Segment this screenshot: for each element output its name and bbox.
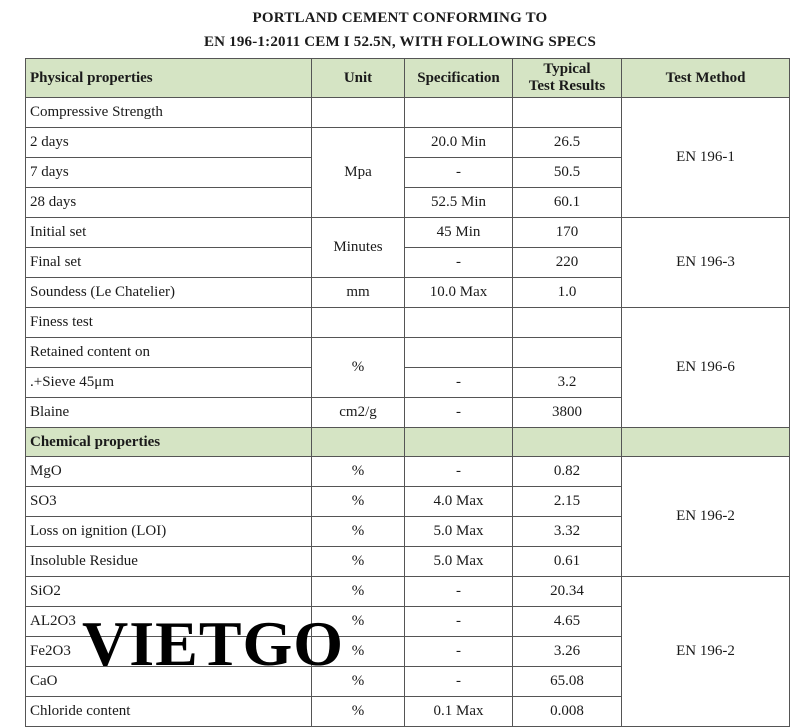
empty-cell: [513, 308, 622, 338]
empty-cell: [405, 98, 513, 128]
section-header-row: [26, 428, 790, 457]
spec-cell: 20.0 Min: [405, 128, 513, 158]
header-test-method: Test Method: [622, 59, 790, 98]
result-cell: 220: [513, 248, 622, 278]
result-cell: 4.65: [513, 607, 622, 637]
result-cell: 170: [513, 218, 622, 248]
unit-cell: %: [312, 547, 405, 577]
row-label: 7 days: [26, 158, 312, 188]
table-row: [26, 457, 790, 487]
spec-cell: 52.5 Min: [405, 188, 513, 218]
row-label: .+Sieve 45μm: [26, 368, 312, 398]
row-label: Finess test: [26, 308, 312, 338]
spec-cell: -: [405, 158, 513, 188]
table-row: [26, 577, 790, 607]
row-label: 28 days: [26, 188, 312, 218]
empty-cell: [405, 308, 513, 338]
result-cell: 0.82: [513, 457, 622, 487]
result-cell: 50.5: [513, 158, 622, 188]
row-label: Soundess (Le Chatelier): [26, 278, 312, 308]
empty-cell: [312, 98, 405, 128]
document-title-line-2: EN 196-1:2011 CEM I 52.5N, WITH FOLLOWING SPECS: [203, 34, 597, 50]
unit-cell: Mpa: [312, 128, 405, 218]
spec-cell: -: [405, 398, 513, 428]
row-label: Chloride content: [26, 697, 312, 727]
table-row: [26, 98, 790, 128]
unit-cell: %: [312, 577, 405, 607]
spec-cell: 4.0 Max: [405, 487, 513, 517]
spec-cell: 0.1 Max: [405, 697, 513, 727]
spec-cell: -: [405, 667, 513, 697]
row-label: Blaine: [26, 398, 312, 428]
spec-cell: -: [405, 637, 513, 667]
row-label: Fe2O3: [26, 637, 312, 667]
result-cell: 0.008: [513, 697, 622, 727]
header-physical-properties: Physical properties: [26, 59, 312, 98]
row-label: Final set: [26, 248, 312, 278]
header-typical-results: [513, 59, 622, 98]
result-cell: 3.32: [513, 517, 622, 547]
result-cell: 1.0: [513, 278, 622, 308]
empty-cell: [513, 98, 622, 128]
empty-cell: [513, 428, 622, 457]
table-row: [26, 308, 790, 338]
empty-cell: [405, 428, 513, 457]
spec-cell: 45 Min: [405, 218, 513, 248]
unit-cell: Minutes: [312, 218, 405, 278]
result-cell: 2.15: [513, 487, 622, 517]
spec-cell: -: [405, 457, 513, 487]
unit-cell: mm: [312, 278, 405, 308]
result-cell: 3800: [513, 398, 622, 428]
table-row: [26, 218, 790, 248]
row-label: Retained content on: [26, 338, 312, 368]
spec-cell: -: [405, 577, 513, 607]
test-method-cell: EN 196-1: [622, 98, 790, 218]
result-cell: 60.1: [513, 188, 622, 218]
row-label: Compressive Strength: [26, 98, 312, 128]
empty-cell: [405, 338, 513, 368]
header-unit: Unit: [312, 59, 405, 98]
unit-cell: %: [312, 697, 405, 727]
document-title-line-1: PORTLAND CEMENT CONFORMING TO: [252, 10, 548, 26]
chemical-rows: [26, 457, 790, 727]
header-typical-text: Typical Test Results: [528, 61, 606, 94]
unit-cell: %: [312, 667, 405, 697]
spec-cell: 5.0 Max: [405, 547, 513, 577]
test-method-cell: EN 196-2: [622, 577, 790, 727]
row-label: AL2O3: [26, 607, 312, 637]
unit-cell: %: [312, 637, 405, 667]
result-cell: 3.26: [513, 637, 622, 667]
row-label: Insoluble Residue: [26, 547, 312, 577]
unit-cell: %: [312, 457, 405, 487]
spec-cell: -: [405, 607, 513, 637]
unit-cell: cm2/g: [312, 398, 405, 428]
result-cell: 0.61: [513, 547, 622, 577]
result-cell: 65.08: [513, 667, 622, 697]
unit-cell: %: [312, 487, 405, 517]
spec-cell: -: [405, 248, 513, 278]
test-method-cell: EN 196-3: [622, 218, 790, 308]
spec-cell: -: [405, 368, 513, 398]
result-cell: 20.34: [513, 577, 622, 607]
spec-cell: 10.0 Max: [405, 278, 513, 308]
unit-cell: %: [312, 517, 405, 547]
test-method-cell: EN 196-2: [622, 457, 790, 577]
row-label: SO3: [26, 487, 312, 517]
row-label: Loss on ignition (LOI): [26, 517, 312, 547]
row-label: MgO: [26, 457, 312, 487]
header-specification: Specification: [405, 59, 513, 98]
result-cell: 26.5: [513, 128, 622, 158]
empty-cell: [622, 428, 790, 457]
row-label: 2 days: [26, 128, 312, 158]
vietgo-watermark: VIETGO: [82, 608, 345, 679]
row-label: Initial set: [26, 218, 312, 248]
empty-cell: [312, 428, 405, 457]
section-header-chemical: Chemical properties: [26, 428, 312, 457]
test-method-cell: EN 196-6: [622, 308, 790, 428]
row-label: SiO2: [26, 577, 312, 607]
spec-cell: 5.0 Max: [405, 517, 513, 547]
unit-cell: %: [312, 607, 405, 637]
unit-cell: %: [312, 338, 405, 398]
empty-cell: [513, 338, 622, 368]
empty-cell: [312, 308, 405, 338]
table-header-row: [26, 59, 790, 98]
row-label: CaO: [26, 667, 312, 697]
result-cell: 3.2: [513, 368, 622, 398]
